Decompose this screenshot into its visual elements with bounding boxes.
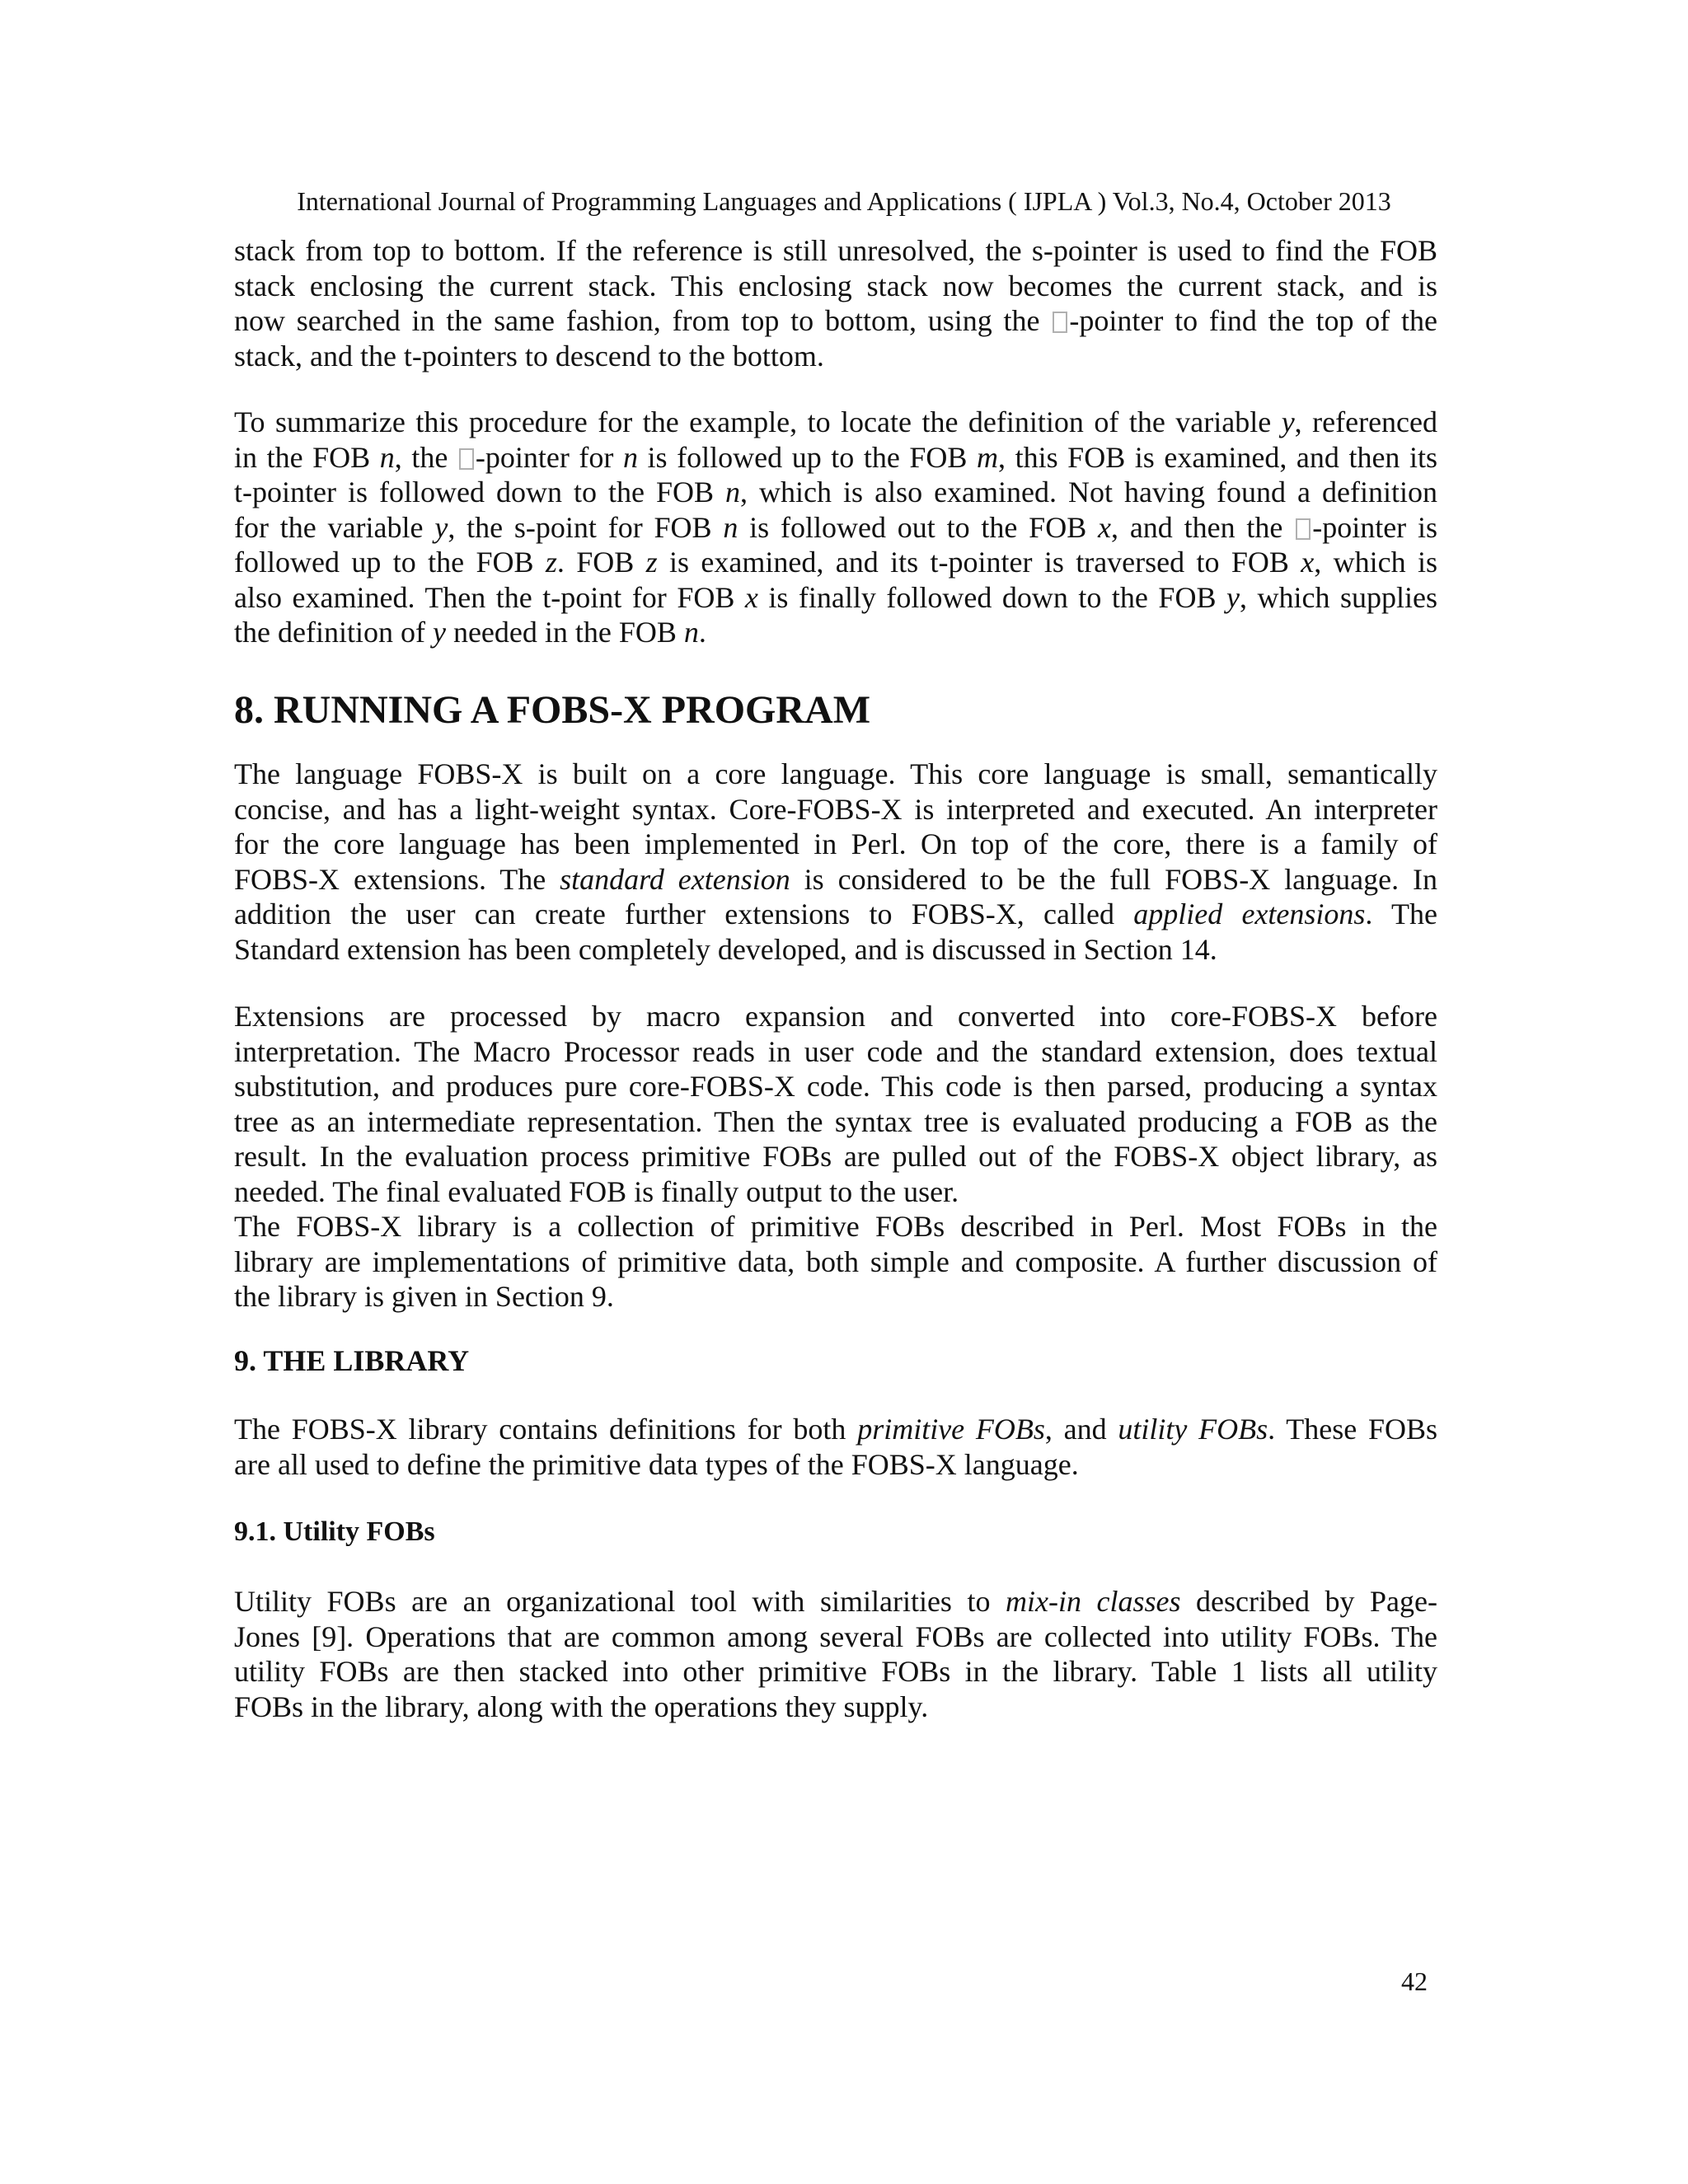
text-line: t-pointer is followed down to the FOB n, which is also examined. Not having found a definition xyxy=(234,476,1438,509)
subsection-heading-utility-fobs: 9.1. Utility FOBs xyxy=(234,1516,435,1547)
section-heading-library: 9. THE LIBRARY xyxy=(234,1344,470,1377)
text-line: substitution, and produces pure core-FOBS-X code. This code is then parsed, producing a syntax xyxy=(234,1070,1437,1103)
text-line: interpretation. The Macro Processor reads in user code and the standard extension, does textual xyxy=(234,1034,1437,1068)
paragraph-utility-fobs xyxy=(234,1584,1437,1724)
text-line: tree as an intermediate representation. Then the syntax tree is evaluated producing a FOB as the xyxy=(234,1104,1437,1138)
missing-glyph-icon xyxy=(1053,312,1067,333)
text-line: now searched in the same fashion, from top to bottom, using the -pointer to find the top of the xyxy=(234,304,1438,337)
text-line: library are implementations of primitive data, both simple and composite. A further discussion of xyxy=(234,1244,1437,1278)
paragraph-library-contents xyxy=(234,1412,1437,1482)
text-line: addition the user can create further extensions to FOBS-X, called applied extensions. The xyxy=(234,898,1437,930)
text-line: Standard extension has been completely developed, and is discussed in Section 14. xyxy=(234,932,1217,966)
text-line: The FOBS-X library contains definitions for both primitive FOBs, and utility FOBs. These FOBs xyxy=(234,1413,1437,1446)
running-header: International Journal of Programming Languages and Applications ( IJPLA ) Vol.3, No.4, October 2013 xyxy=(297,186,1391,216)
text-line: FOBS-X extensions. The standard extension is considered to be the full FOBS-X language. In xyxy=(234,862,1437,896)
text-line: also examined. Then the t-point for FOB x is finally followed down to the FOB y, which supplies xyxy=(234,580,1438,614)
paragraph-core-language xyxy=(234,757,1437,967)
text-line: the library is given in Section 9. xyxy=(234,1280,614,1313)
text-line: are all used to define the primitive data types of the FOBS-X language. xyxy=(234,1447,1079,1481)
missing-glyph-icon xyxy=(459,448,474,470)
text-line: result. In the evaluation process primitive FOBs are pulled out of the FOBS-X object library, as xyxy=(234,1140,1437,1173)
text-line: for the variable y, the s-point for FOB n is followed out to the FOB x, and then the -pointer is xyxy=(234,510,1437,544)
text-line: Utility FOBs are an organizational tool with similarities to mix-in classes described by Page- xyxy=(234,1585,1437,1618)
text-line: The language FOBS-X is built on a core language. This core language is small, semantically xyxy=(234,757,1437,790)
text-line: stack enclosing the current stack. This enclosing stack now becomes the current stack, and is xyxy=(234,269,1437,302)
text-line: the definition of y needed in the FOB n. xyxy=(234,616,706,649)
text-line: utility FOBs are then stacked into other primitive FOBs in the library. Table 1 lists all utility xyxy=(234,1655,1437,1688)
text-line: stack, and the t-pointers to descend to the bottom. xyxy=(234,339,824,373)
section-heading-running-program: 8. RUNNING A FOBS-X PROGRAM xyxy=(234,688,871,732)
text-line: To summarize this procedure for the example, to locate the definition of the variable y, referenced xyxy=(234,405,1438,438)
text-line: Jones [9]. Operations that are common among several FOBs are collected into utility FOBs. The xyxy=(234,1619,1437,1653)
text-line: FOBs in the library, along with the operations they supply. xyxy=(234,1690,929,1723)
text-line: followed up to the FOB z. FOB z is examined, and its t-pointer is traversed to FOB x, which is xyxy=(234,546,1438,579)
text-line: stack from top to bottom. If the reference is still unresolved, the s-pointer is used to find the FOB xyxy=(234,234,1437,267)
paragraph-extensions xyxy=(234,999,1437,1315)
text-line: in the FOB n, the -pointer for n is followed up to the FOB m, this FOB is examined, and then its xyxy=(234,440,1438,474)
text-line: Extensions are processed by macro expansion and converted into core-FOBS-X before xyxy=(234,1000,1437,1033)
text-line: needed. The final evaluated FOB is finally output to the user. xyxy=(234,1174,959,1208)
text-line: for the core language has been implemented in Perl. On top of the core, there is a family of xyxy=(234,827,1437,860)
paragraph-stack-search xyxy=(234,233,1437,373)
missing-glyph-icon xyxy=(1296,518,1311,540)
page-number: 42 xyxy=(1401,1966,1428,1996)
text-line: The FOBS-X library is a collection of primitive FOBs described in Perl. Most FOBs in the xyxy=(234,1210,1437,1243)
paragraph-example-summary xyxy=(234,405,1437,650)
text-line: concise, and has a light-weight syntax. Core-FOBS-X is interpreted and executed. An interpreter xyxy=(234,792,1437,826)
